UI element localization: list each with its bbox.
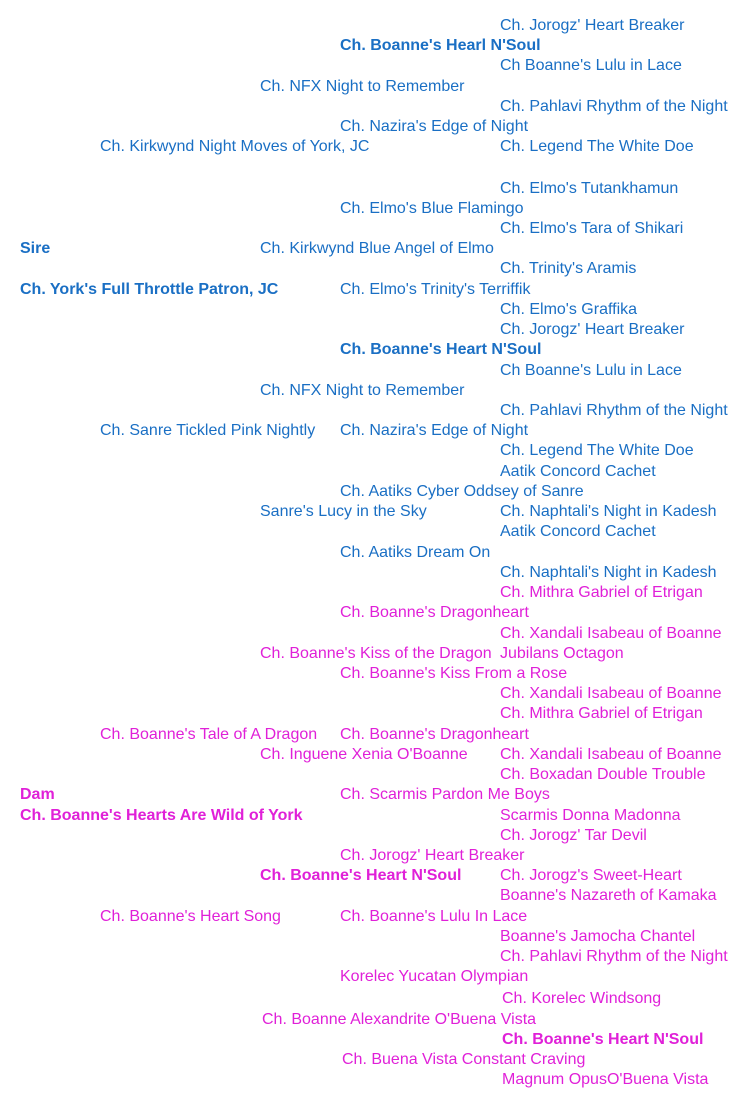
pedigree-entry: Sanre's Lucy in the Sky [260,503,427,520]
pedigree-entry: Ch. Pahlavi Rhythm of the Night [500,402,728,419]
pedigree-entry: Ch. Pahlavi Rhythm of the Night [500,948,728,965]
pedigree-entry: Ch. Xandali Isabeau of Boanne [500,685,722,702]
pedigree-entry: Aatik Concord Cachet [500,463,656,480]
pedigree-entry: Ch. Trinity's Aramis [500,260,637,277]
pedigree-entry: Ch. Aatiks Cyber Oddsey of Sanre [340,483,584,500]
pedigree-entry: Ch. Xandali Isabeau of Boanne [500,746,722,763]
pedigree-entry: Ch. Elmo's Tara of Shikari [500,220,684,237]
pedigree-entry: Ch. Boanne Alexandrite O'Buena Vista [262,1011,537,1028]
pedigree-entry: Ch. Boanne's Heart N'Soul [260,867,462,884]
pedigree-entry: Ch. Legend The White Doe [500,442,694,459]
pedigree-entry: Jubilans Octagon [500,645,624,662]
pedigree-gen2-dam-2: Ch. Boanne's Heart Song [100,908,281,925]
pedigree-entry: Ch. Boanne's Kiss of the Dragon [260,645,492,662]
pedigree-entry: Ch. Buena Vista Constant Craving [342,1051,586,1068]
pedigree-gen2-sire-1: Ch. Kirkwynd Night Moves of York, JC [100,138,370,155]
sire-name: Ch. York's Full Throttle Patron, JC [20,281,279,298]
pedigree-entry: Ch. Boxadan Double Trouble [500,766,706,783]
pedigree-entry: Boanne's Nazareth of Kamaka [500,887,717,904]
pedigree-entry: Ch. Jorogz' Heart Breaker [340,847,525,864]
pedigree-entry: Ch. Elmo's Graffika [500,301,638,318]
sire-label: Sire [20,240,51,257]
pedigree-entry: Ch. Elmo's Blue Flamingo [340,200,524,217]
pedigree-entry: Ch. Boanne's Dragonheart [340,604,529,621]
pedigree-entry: Scarmis Donna Madonna [500,807,681,824]
pedigree-entry: Ch Boanne's Lulu in Lace [500,57,682,74]
pedigree-entry: Ch. Korelec Windsong [502,990,662,1007]
pedigree-entry: Ch. Naphtali's Night in Kadesh [500,564,717,581]
pedigree-entry: Ch. Boanne's Heart N'Soul [502,1031,704,1048]
dam-name: Ch. Boanne's Hearts Are Wild of York [20,807,303,824]
pedigree-entry: Ch. Legend The White Doe [500,138,694,155]
pedigree-entry: Ch. Nazira's Edge of Night [340,422,529,439]
pedigree-entry: Ch. Elmo's Tutankhamun [500,180,679,197]
pedigree-entry: Ch. Boanne's Lulu In Lace [340,908,528,925]
pedigree-entry: Ch Boanne's Lulu in Lace [500,362,682,379]
pedigree-entry: Boanne's Jamocha Chantel [500,928,696,945]
pedigree-entry: Ch. Aatiks Dream On [340,544,491,561]
pedigree-entry: Ch. NFX Night to Remember [260,382,465,399]
pedigree-entry: Ch. Boanne's Hearl N'Soul [340,37,541,54]
pedigree-entry: Ch. Jorogz's Sweet-Heart [500,867,682,884]
pedigree-entry: Ch. Boanne's Kiss From a Rose [340,665,568,682]
pedigree-entry: Ch. Kirkwynd Blue Angel of Elmo [260,240,494,257]
pedigree-entry: Ch. Mithra Gabriel of Etrigan [500,705,703,722]
pedigree-gen2-sire-2: Ch. Sanre Tickled Pink Nightly [100,422,316,439]
pedigree-entry: Aatik Concord Cachet [500,523,656,540]
pedigree-entry: Ch. Inguene Xenia O'Boanne [260,746,468,763]
pedigree-entry: Ch. Boanne's Heart N'Soul [340,341,542,358]
pedigree-entry: Ch. Pahlavi Rhythm of the Night [500,98,728,115]
pedigree-entry: Ch. Xandali Isabeau of Boanne [500,625,722,642]
pedigree-entry: Ch. NFX Night to Remember [260,78,465,95]
pedigree-entry: Ch. Boanne's Dragonheart [340,726,529,743]
pedigree-entry: Ch. Nazira's Edge of Night [340,118,529,135]
pedigree-entry: Ch. Jorogz' Heart Breaker [500,17,685,34]
pedigree-entry: Ch. Mithra Gabriel of Etrigan [500,584,703,601]
pedigree-gen2-dam-1: Ch. Boanne's Tale of A Dragon [100,726,318,743]
pedigree-entry: Ch. Jorogz' Heart Breaker [500,321,685,338]
pedigree-entry: Ch. Jorogz' Tar Devil [500,827,647,844]
pedigree-entry: Korelec Yucatan Olympian [340,968,529,985]
dam-label: Dam [20,786,55,803]
pedigree-entry: Magnum OpusO'Buena Vista [502,1071,709,1088]
pedigree-entry: Ch. Naphtali's Night in Kadesh [500,503,717,520]
pedigree-entry: Ch. Scarmis Pardon Me Boys [340,786,550,803]
pedigree-entry: Ch. Elmo's Trinity's Terriffik [340,281,531,298]
